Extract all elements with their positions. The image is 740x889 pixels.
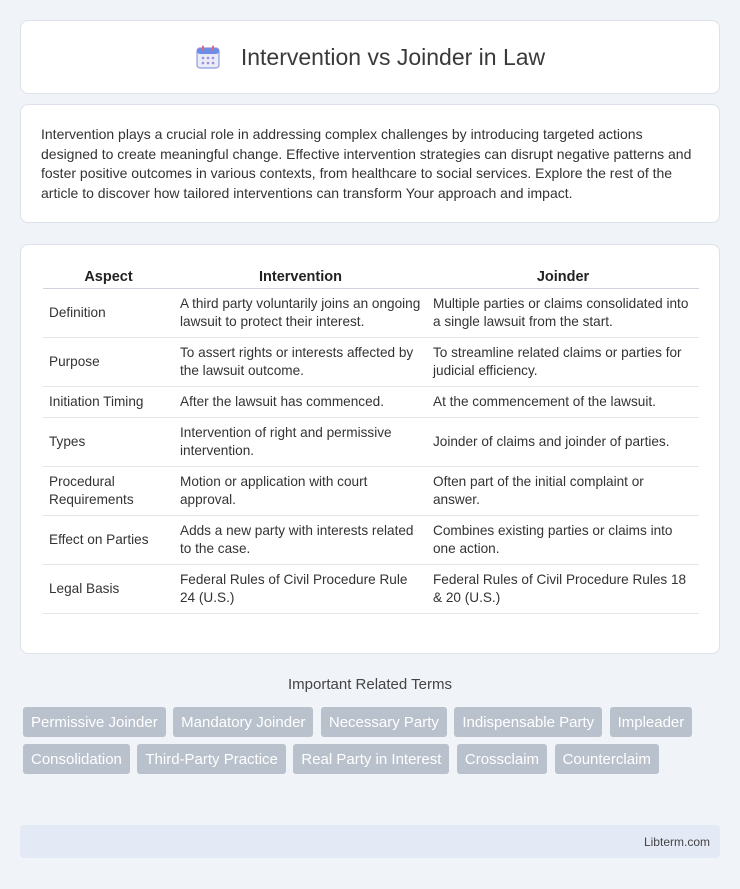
related-terms-list	[23, 707, 723, 781]
table-row	[43, 418, 699, 467]
joinder-cell: Federal Rules of Civil Procedure Rules 18 & 20 (U.S.)	[427, 565, 699, 614]
comparison-table	[43, 265, 699, 614]
calendar-icon	[195, 44, 221, 70]
footer	[20, 825, 720, 858]
related-term-tag[interactable]: Real Party in Interest	[293, 744, 449, 774]
table-row	[43, 516, 699, 565]
header-aspect: Aspect	[43, 265, 174, 289]
aspect-cell: Initiation Timing	[43, 387, 174, 418]
intervention-cell: After the lawsuit has commenced.	[174, 387, 427, 418]
table-row	[43, 387, 699, 418]
intervention-cell: Intervention of right and permissive intervention.	[174, 418, 427, 467]
table-header-row	[43, 265, 699, 289]
table-row	[43, 289, 699, 338]
intro-text: Intervention plays a crucial role in addressing complex challenges by introducing targeted actions designed to create meaningful change. Effective intervention strategies can disrupt negative patterns and foster positive outcomes in various contexts, from healthcare to social services. Explore the rest of the article to discover how tailored interventions can transform Your approach and impact.	[41, 126, 692, 201]
joinder-cell: Often part of the initial complaint or answer.	[427, 467, 699, 516]
aspect-cell: Purpose	[43, 338, 174, 387]
aspect-cell: Definition	[43, 289, 174, 338]
intervention-cell: A third party voluntarily joins an ongoing lawsuit to protect their interest.	[174, 289, 427, 338]
related-term-tag[interactable]: Impleader	[610, 707, 693, 737]
related-term-tag[interactable]: Mandatory Joinder	[173, 707, 313, 737]
intro-card	[20, 104, 720, 223]
header-card	[20, 20, 720, 94]
related-terms-title: Important Related Terms	[288, 676, 452, 693]
intervention-cell: Adds a new party with interests related to the case.	[174, 516, 427, 565]
table-row	[43, 565, 699, 614]
comparison-card	[20, 244, 720, 654]
table-row	[43, 338, 699, 387]
related-term-tag[interactable]: Counterclaim	[555, 744, 659, 774]
title-wrap	[195, 44, 545, 71]
table-row	[43, 467, 699, 516]
aspect-cell: Legal Basis	[43, 565, 174, 614]
joinder-cell: Combines existing parties or claims into one action.	[427, 516, 699, 565]
related-term-tag[interactable]: Third-Party Practice	[137, 744, 286, 774]
aspect-cell: Types	[43, 418, 174, 467]
related-term-tag[interactable]: Necessary Party	[321, 707, 447, 737]
related-term-tag[interactable]: Indispensable Party	[454, 707, 602, 737]
intervention-cell: Motion or application with court approval.	[174, 467, 427, 516]
header-joinder: Joinder	[427, 265, 699, 289]
joinder-cell: Multiple parties or claims consolidated into a single lawsuit from the start.	[427, 289, 699, 338]
footer-site-link[interactable]: Libterm.com	[643, 834, 710, 849]
aspect-cell: Effect on Parties	[43, 516, 174, 565]
joinder-cell: Joinder of claims and joinder of parties.	[427, 418, 699, 467]
aspect-cell: Procedural Requirements	[43, 467, 174, 516]
related-term-tag[interactable]: Crossclaim	[457, 744, 547, 774]
intervention-cell: To assert rights or interests affected by the lawsuit outcome.	[174, 338, 427, 387]
joinder-cell: To streamline related claims or parties for judicial efficiency.	[427, 338, 699, 387]
intervention-cell: Federal Rules of Civil Procedure Rule 24 (U.S.)	[174, 565, 427, 614]
page-title: Intervention vs Joinder in Law	[240, 43, 546, 70]
related-term-tag[interactable]: Permissive Joinder	[23, 707, 166, 737]
joinder-cell: At the commencement of the lawsuit.	[427, 387, 699, 418]
header-intervention: Intervention	[174, 265, 427, 289]
related-term-tag[interactable]: Consolidation	[23, 744, 130, 774]
